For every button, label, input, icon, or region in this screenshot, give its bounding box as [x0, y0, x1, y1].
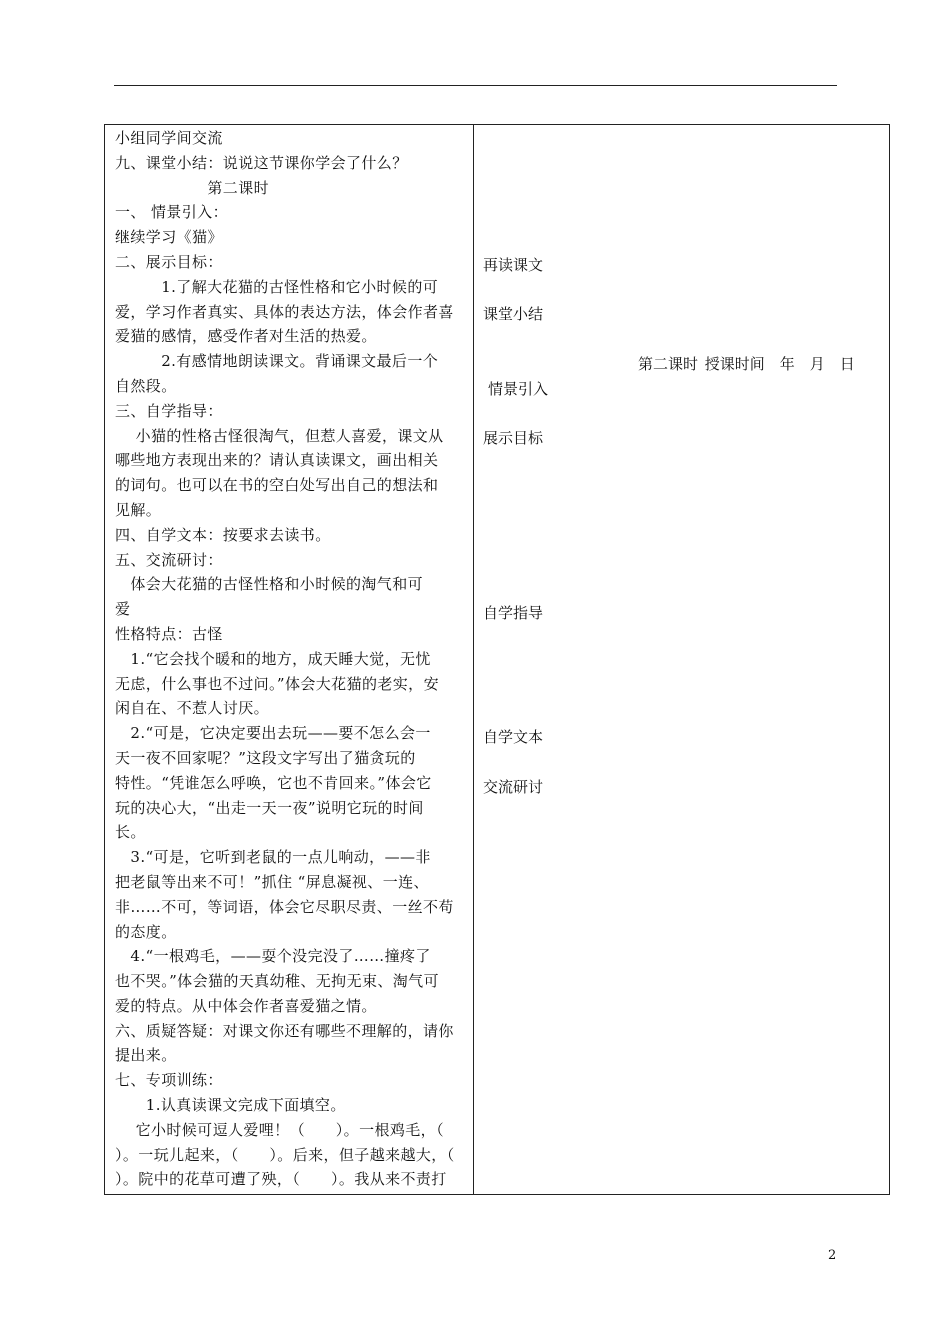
lesson-plan-table — [104, 124, 890, 1195]
content-line: 它小时候可逗人爱哩！（ ）。一根鸡毛，（ — [115, 1120, 444, 1139]
content-line: 继续学习《猫》 — [115, 228, 223, 247]
content-line: 哪些地方表现出来的？请认真读课文，画出相关 — [115, 451, 439, 470]
content-line: 体会大花猫的古怪性格和小时候的淘气和可 — [115, 575, 424, 594]
lesson-content-column — [115, 126, 467, 1192]
content-line: 四、自学文本：按要求去读书。 — [115, 525, 331, 544]
content-line: 九、课堂小结：说说这节课你学会了什么？ — [115, 153, 408, 172]
content-line: 五、交流研讨： — [115, 550, 223, 569]
content-line: 1.了解大花猫的古怪性格和它小时候的可 — [115, 277, 439, 296]
content-line: 见解。 — [115, 500, 162, 519]
page-number: 2 — [828, 1248, 837, 1263]
content-line: 闲自在、不惹人讨厌。 — [115, 699, 270, 718]
content-line: 三、自学指导： — [115, 401, 223, 420]
content-line: 长。 — [115, 823, 146, 842]
content-line: 把老鼠等出来不可！”抓住 “屏息凝视、一连、 — [115, 872, 429, 891]
content-line: 非……不可，等词语，体会它尽职尽责、一丝不苟 — [115, 897, 454, 916]
content-line: ）。院中的花草可遭了殃，（ ）。我从来不责打 — [115, 1170, 447, 1189]
content-line: 爱，学习作者真实、具体的表达方法，体会作者喜 — [115, 302, 454, 321]
content-line: 4.“一根鸡毛，——耍个没完没了……撞疼了 — [115, 947, 431, 966]
content-line: 七、专项训练： — [115, 1071, 223, 1090]
column-divider — [473, 125, 474, 1194]
content-line: 小组同学间交流 — [115, 129, 223, 147]
content-line: 2.有感情地朗读课文。背诵课文最后一个 — [115, 352, 439, 371]
content-line: ）。一玩儿起来，（ ）。后来，但子越来越大，（ — [115, 1145, 455, 1164]
content-line: 自然段。 — [115, 376, 177, 395]
header-rule — [114, 85, 837, 86]
content-line: 特性。“凭谁怎么呼唤，它也不肯回来。”体会它 — [115, 773, 432, 792]
content-line: 二、展示目标： — [115, 252, 223, 271]
label-self-study: 自学文本 — [483, 728, 544, 746]
content-line: 爱的特点。从中体会作者喜爱猫之情。 — [115, 996, 377, 1015]
content-line: 无虑，什么事也不过问。”体会大花猫的老实，安 — [115, 674, 439, 693]
content-line: 性格特点：古怪 — [115, 624, 223, 643]
content-line: 的词句。也可以在书的空白处写出自己的想法和 — [115, 476, 439, 495]
content-line: 3.“可是，它听到老鼠的一点儿响动，——非 — [115, 848, 431, 867]
content-line: 1.“它会找个暖和的地方，成天睡大觉，无忧 — [115, 649, 431, 668]
content-line: 爱 — [115, 600, 131, 619]
label-discussion: 交流研讨 — [483, 778, 544, 796]
content-line: 1.认真读课文完成下面填空。 — [115, 1096, 346, 1115]
label-guide: 自学指导 — [483, 604, 544, 622]
content-line: 玩的决心大，“出走一天一夜”说明它玩的时间 — [115, 798, 424, 817]
content-line: 2.“可是，它决定要出去玩——要不怎么会一 — [115, 724, 431, 743]
label-summary: 课堂小结 — [483, 305, 544, 323]
label-goals: 展示目标 — [483, 429, 544, 447]
content-line: 爱猫的感情，感受作者对生活的热爱。 — [115, 327, 377, 346]
label-reread: 再读课文 — [483, 256, 544, 274]
period-info: 第二课时 授课时间 年 月 日 — [638, 355, 855, 373]
content-line: 六、质疑答疑：对课文你还有哪些不理解的，请你 — [115, 1021, 454, 1040]
content-line: 小猫的性格古怪很淘气，但惹人喜爱，课文从 — [115, 426, 444, 445]
content-line: 也不哭。”体会猫的天真幼稚、无拘无束、淘气可 — [115, 972, 439, 991]
content-line: 第二课时 — [115, 178, 270, 197]
content-line: 天一夜不回家呢？”这段文字写出了猫贪玩的 — [115, 748, 416, 767]
content-line: 一、 情景引入： — [115, 203, 228, 222]
label-intro: 情景引入 — [488, 380, 549, 398]
content-line: 的态度。 — [115, 922, 177, 941]
content-line: 提出来。 — [115, 1046, 177, 1065]
